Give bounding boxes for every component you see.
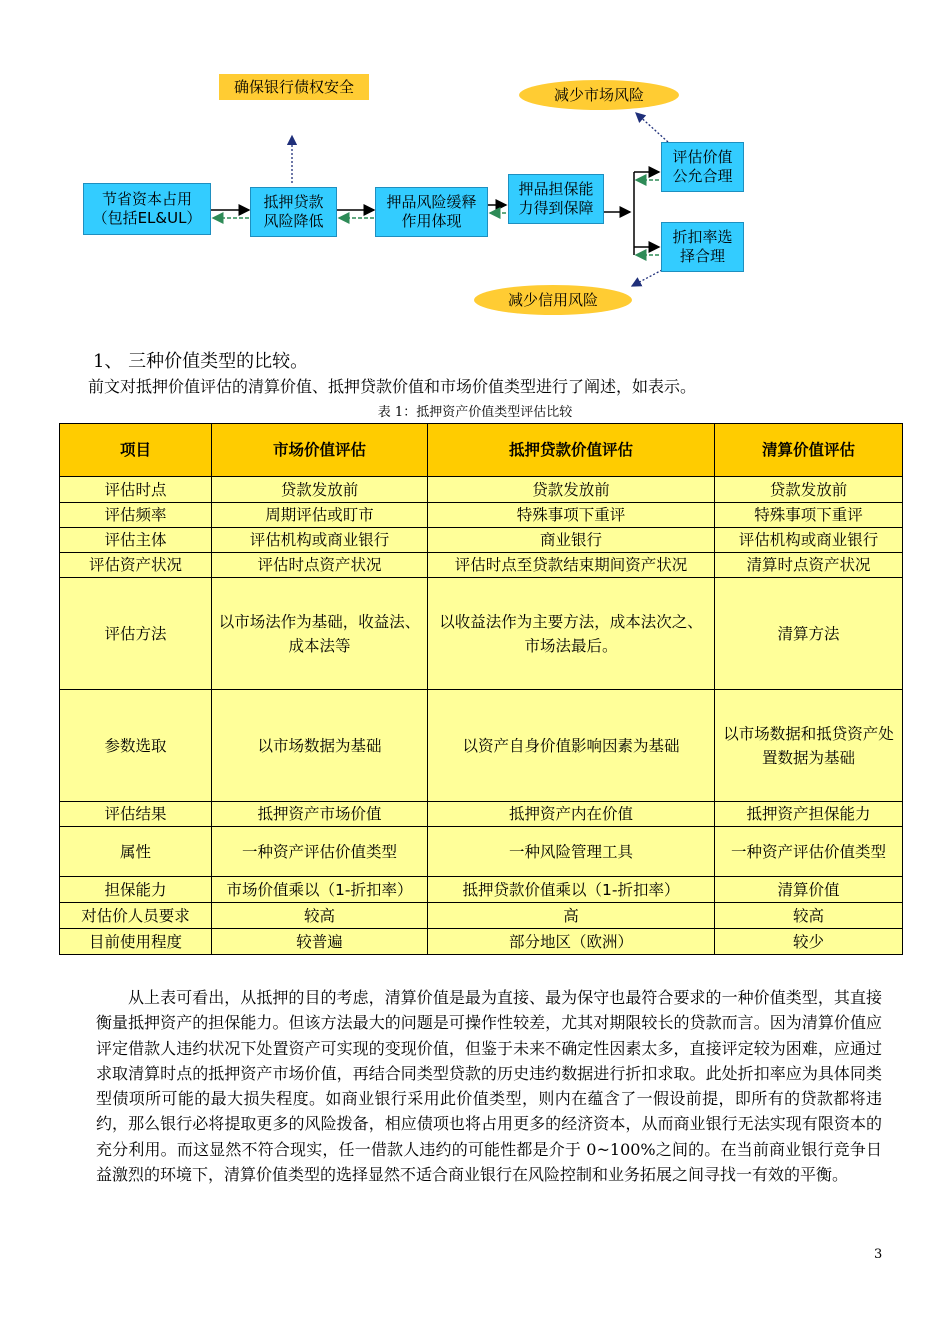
table-cell: 贷款发放前 — [428, 477, 715, 503]
table-cell: 特殊事项下重评 — [715, 503, 903, 528]
table-cell: 商业银行 — [428, 528, 715, 553]
table-cell: 以市场法作为基础，收益法、成本法等 — [212, 578, 428, 690]
table-cell: 抵押贷款价值乘以（1-折扣率） — [428, 877, 715, 903]
table-cell: 评估资产状况 — [60, 553, 212, 578]
table-cell: 以资产自身价值影响因素为基础 — [428, 690, 715, 802]
table-row — [60, 503, 903, 528]
header-item: 项目 — [60, 424, 212, 477]
top-box-bank-security: 确保银行债权安全 — [219, 74, 369, 100]
table-row — [60, 528, 903, 553]
table-cell: 目前使用程度 — [60, 929, 212, 955]
table-cell: 评估时点 — [60, 477, 212, 503]
table-cell: 抵押资产市场价值 — [212, 802, 428, 827]
box-mortgage-risk: 抵押贷款 风险降低 — [250, 187, 337, 237]
table-cell: 一种资产评估价值类型 — [715, 827, 903, 877]
table-cell: 以市场数据和抵贷资产处置数据为基础 — [715, 690, 903, 802]
table-cell: 清算价值 — [715, 877, 903, 903]
table-cell: 周期评估或盯市 — [212, 503, 428, 528]
flow-diagram — [0, 0, 950, 330]
table-cell: 参数选取 — [60, 690, 212, 802]
intro-text: 前文对抵押价值评估的清算价值、抵押贷款价值和市场价值类型进行了阐述，如表示。 — [88, 377, 697, 396]
table-cell: 较普遍 — [212, 929, 428, 955]
table-cell: 较高 — [212, 903, 428, 929]
diagram-connectors — [0, 0, 950, 330]
box-mitigation: 押品风险缓释 作用体现 — [375, 187, 488, 237]
table-row — [60, 802, 903, 827]
table-row — [60, 903, 903, 929]
box-discount: 折扣率选 择合理 — [661, 222, 744, 272]
box-save-capital: 节省资本占用 （包括EL&UL） — [83, 183, 211, 235]
table-row — [60, 477, 903, 503]
table-cell: 评估结果 — [60, 802, 212, 827]
table-header-row — [60, 424, 903, 477]
table-cell: 市场价值乘以（1-折扣率） — [212, 877, 428, 903]
table-cell: 一种资产评估价值类型 — [212, 827, 428, 877]
table-cell: 抵押资产内在价值 — [428, 802, 715, 827]
box-guarantee: 押品担保能 力得到保障 — [508, 174, 604, 224]
table-row — [60, 578, 903, 690]
oval-credit-risk: 减少信用风险 — [474, 285, 632, 315]
table-cell: 评估机构或商业银行 — [715, 528, 903, 553]
table-cell: 以收益法作为主要方法，成本法次之、市场法最后。 — [428, 578, 715, 690]
table-cell: 贷款发放前 — [715, 477, 903, 503]
table-caption: 表 1：抵押资产价值类型评估比较 — [377, 405, 573, 420]
table-cell: 评估频率 — [60, 503, 212, 528]
table-row — [60, 690, 903, 802]
table-cell: 一种风险管理工具 — [428, 827, 715, 877]
table-cell: 较少 — [715, 929, 903, 955]
table-cell: 评估机构或商业银行 — [212, 528, 428, 553]
table-cell: 部分地区（欧洲） — [428, 929, 715, 955]
table-cell: 评估方法 — [60, 578, 212, 690]
body-paragraph: 从上表可看出，从抵押的目的考虑，清算价值是最为直接、最为保守也最符合要求的一种价值类型，其直接衡量抵押资产的担保能力。但该方法最大的问题是可操作性较差，尤其对期限较长的贷款而言。因为清算价值应评定借款人违约状况下处置资产可实现的变现价值，但鉴于未来不确定性因素太多，直接评定较为困难，应通过求取清算时点的抵押资产市场价值，再结合同类型贷款的历史违约数据进行折扣求取。此处折扣率应为具体同类型债项所可能的最大损失程度。如商业银行采用此价值类型，则内在蕴含了一假设前提，即所有的贷款都将违约，那么银行必将提取更多的风险拨备，相应债项也将占用更多的经济资本，从而商业银行无法实现有限资本的充分利用。而这显然不符合现实，任一借款人违约的可能性都是介于 0~100%之间的。在当前商业银行竞争日益激烈的环境下，清算价值类型的选择显然不适合商业银行在风险控制和业务拓展之间寻找一有效的平衡。 — [96, 988, 882, 1185]
table-cell: 以市场数据为基础 — [212, 690, 428, 802]
comparison-table — [59, 423, 903, 955]
table-cell: 评估时点至贷款结束期间资产状况 — [428, 553, 715, 578]
table-cell: 评估时点资产状况 — [212, 553, 428, 578]
table-cell: 担保能力 — [60, 877, 212, 903]
table-cell: 抵押资产担保能力 — [715, 802, 903, 827]
arrow-to-market-oval — [636, 113, 668, 142]
header-mortgage: 抵押贷款价值评估 — [428, 424, 715, 477]
table-cell: 较高 — [715, 903, 903, 929]
table-cell: 评估主体 — [60, 528, 212, 553]
table-cell: 高 — [428, 903, 715, 929]
box-value-fair: 评估价值 公允合理 — [661, 142, 744, 192]
header-market: 市场价值评估 — [212, 424, 428, 477]
header-liquidation: 清算价值评估 — [715, 424, 903, 477]
table-cell: 贷款发放前 — [212, 477, 428, 503]
section-heading: 1、 三种价值类型的比较。 — [93, 351, 309, 372]
table-row — [60, 553, 903, 578]
table-cell: 清算时点资产状况 — [715, 553, 903, 578]
table-cell: 清算方法 — [715, 578, 903, 690]
table-cell: 属性 — [60, 827, 212, 877]
table-row — [60, 929, 903, 955]
page-number: 3 — [874, 1247, 883, 1262]
arrow-to-credit-oval — [632, 270, 662, 286]
table-cell: 对估价人员要求 — [60, 903, 212, 929]
table-cell: 特殊事项下重评 — [428, 503, 715, 528]
oval-market-risk: 减少市场风险 — [519, 80, 679, 110]
table-row — [60, 827, 903, 877]
table-row — [60, 877, 903, 903]
